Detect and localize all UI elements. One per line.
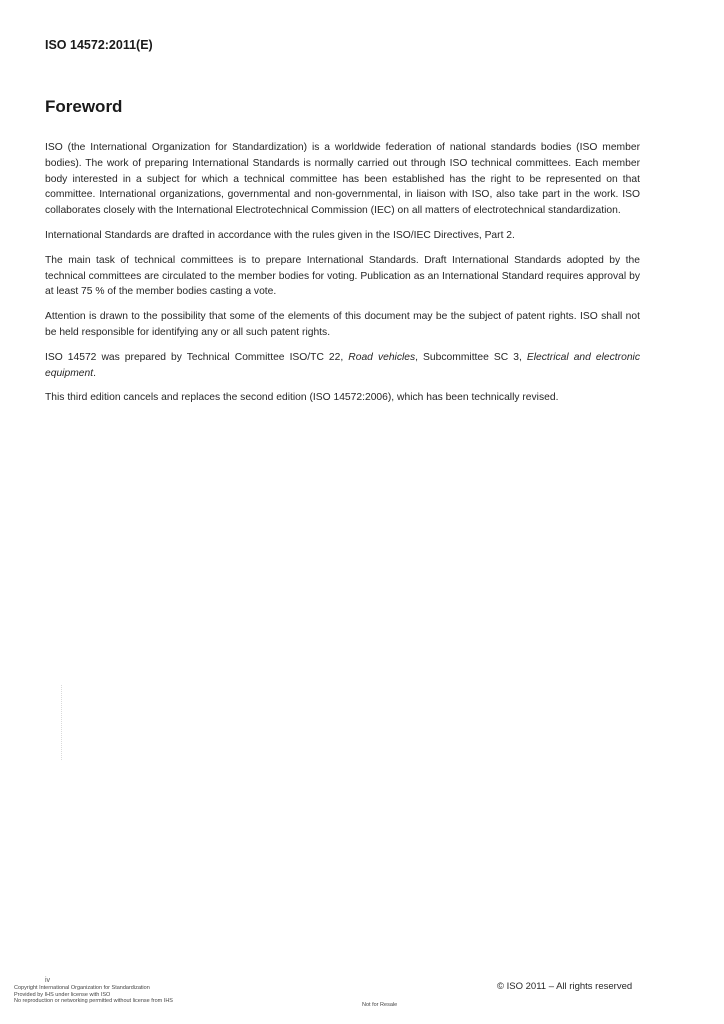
page-number: iv bbox=[45, 977, 51, 984]
license-line: Provided by IHS under license with ISO bbox=[14, 991, 111, 998]
rights-reserved: © ISO 2011 – All rights reserved bbox=[497, 981, 633, 992]
reproduction-line: No reproduction or networking permitted without license from IHS bbox=[14, 998, 173, 1004]
document-identifier: ISO 14572:2011(E) bbox=[45, 38, 153, 52]
paragraph-directives: International Standards are drafted in accordance with the rules given in the ISO/IEC Directives, Part 2. bbox=[45, 229, 515, 241]
preparation-text-3: . bbox=[93, 367, 96, 379]
copyright-line: Copyright International Organization for Standardization bbox=[14, 985, 150, 991]
paragraph-edition: This third edition cancels and replaces the second edition (ISO 14572:2006), which has been technically revised. bbox=[45, 392, 559, 404]
margin-marks bbox=[61, 685, 63, 760]
foreword-body bbox=[45, 140, 640, 415]
not-for-resale-notice: Not for Resale bbox=[362, 1002, 398, 1008]
preparation-text-1: ISO 14572 was prepared by Technical Committee ISO/TC 22, bbox=[45, 351, 349, 363]
paragraph-iso-description: ISO (the International Organization for Standardization) is a worldwide federation of national standards bodies (ISO member bodies). The work of preparing International Standards is normally carried out through ISO technical committees. Each member body interested in a subject for which a technical committee has been established has the right to be represented on that committee. International organizations, governmental and non-governmental, in liaison with ISO, also take part in the work. ISO collaborates closely with the International Electrotechnical Commission (IEC) on all matters of electrotechnical standardization. bbox=[45, 142, 640, 217]
page-title: Foreword bbox=[45, 97, 123, 116]
paragraph-preparation bbox=[45, 350, 640, 382]
paragraph-patent-rights: Attention is drawn to the possibility that some of the elements of this document may be the subject of patent rights. ISO shall not be held responsible for identifying any or all such patent rights. bbox=[45, 311, 640, 338]
electrical-equipment-term: Electrical and electronic equipment bbox=[45, 351, 640, 379]
copyright-notice bbox=[14, 985, 173, 1005]
road-vehicles-term: Road vehicles bbox=[348, 351, 416, 363]
preparation-text-2: , Subcommittee SC 3, bbox=[415, 351, 527, 363]
paragraph-technical-committees: The main task of technical committees is to prepare International Standards. Draft International Standards adopted by the technical committees are circulated to the member bodies for voting. Publication as an International Standard requires approval by at least 75 % of the member bodies casting a vote. bbox=[45, 254, 640, 298]
